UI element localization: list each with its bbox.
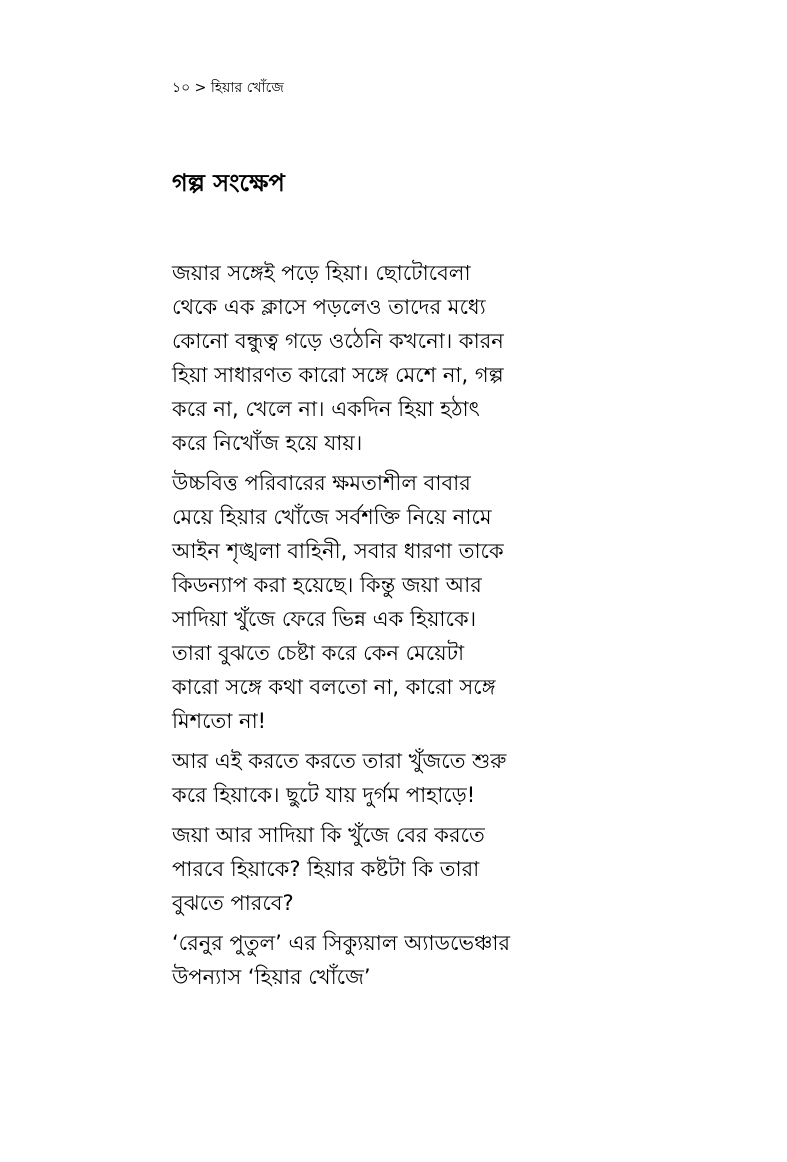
text-line: পারবে হিয়াকে? হিয়ার কষ্টটা কি তারা	[172, 857, 480, 881]
running-header: ১০ > হিয়ার খোঁজে	[172, 80, 284, 96]
text-line: জয়ার সঙ্গেই পড়ে হিয়া। ছোটোবেলা	[172, 261, 471, 285]
text-line: তারা বুঝতে চেষ্টা করে কেন মেয়েটা	[172, 641, 465, 665]
text-line: করে নিখোঁজ হয়ে যায়।	[172, 431, 363, 455]
text-line: কোনো বন্ধুত্ব গড়ে ওঠেনি কখনো। কারন	[172, 329, 504, 353]
paragraph-5	[172, 926, 542, 994]
paragraph-3	[172, 744, 542, 812]
paragraph-2	[172, 466, 542, 738]
text-line: করে হিয়াকে। ছুটে যায় দুর্গম পাহাড়ে!	[172, 783, 476, 807]
text-line: আইন শৃঙ্খলা বাহিনী, সবার ধারণা তাকে	[172, 539, 504, 563]
text-line: জয়া আর সাদিয়া কি খুঁজে বের করতে	[172, 823, 485, 847]
story-summary	[172, 256, 542, 1000]
text-line: মেয়ে হিয়ার খোঁজে সর্বশক্তি নিয়ে নামে	[172, 505, 492, 529]
text-line: উপন্যাস ‘হিয়ার খোঁজে’	[172, 965, 371, 989]
paragraph-4	[172, 818, 542, 920]
text-line: উচ্চবিত্ত পরিবারের ক্ষমতাশীল বাবার	[172, 471, 471, 495]
text-line: মিশতো না!	[172, 709, 267, 733]
text-line: আর এই করতে করতে তারা খুঁজতে শুরু	[172, 749, 507, 773]
text-line: কিডন্যাপ করা হয়েছে। কিন্তু জয়া আর	[172, 573, 482, 597]
paragraph-1	[172, 256, 542, 460]
text-line: সাদিয়া খুঁজে ফেরে ভিন্ন এক হিয়াকে।	[172, 607, 477, 631]
text-line: থেকে এক ক্লাসে পড়লেও তাদের মধ্যে	[172, 295, 486, 319]
text-line: কারো সঙ্গে কথা বলতো না, কারো সঙ্গে	[172, 675, 496, 699]
chapter-title: গল্প সংক্ষেপ	[172, 169, 285, 197]
text-line: বুঝতে পারবে?	[172, 891, 294, 915]
text-line: হিয়া সাধারণত কারো সঙ্গে মেশে না, গল্প	[172, 363, 504, 387]
text-line: করে না, খেলে না। একদিন হিয়া হঠাৎ	[172, 397, 480, 421]
text-line: ‘রেনুর পুতুল’ এর সিক্যুয়াল অ্যাডভেঞ্চার	[172, 931, 511, 955]
